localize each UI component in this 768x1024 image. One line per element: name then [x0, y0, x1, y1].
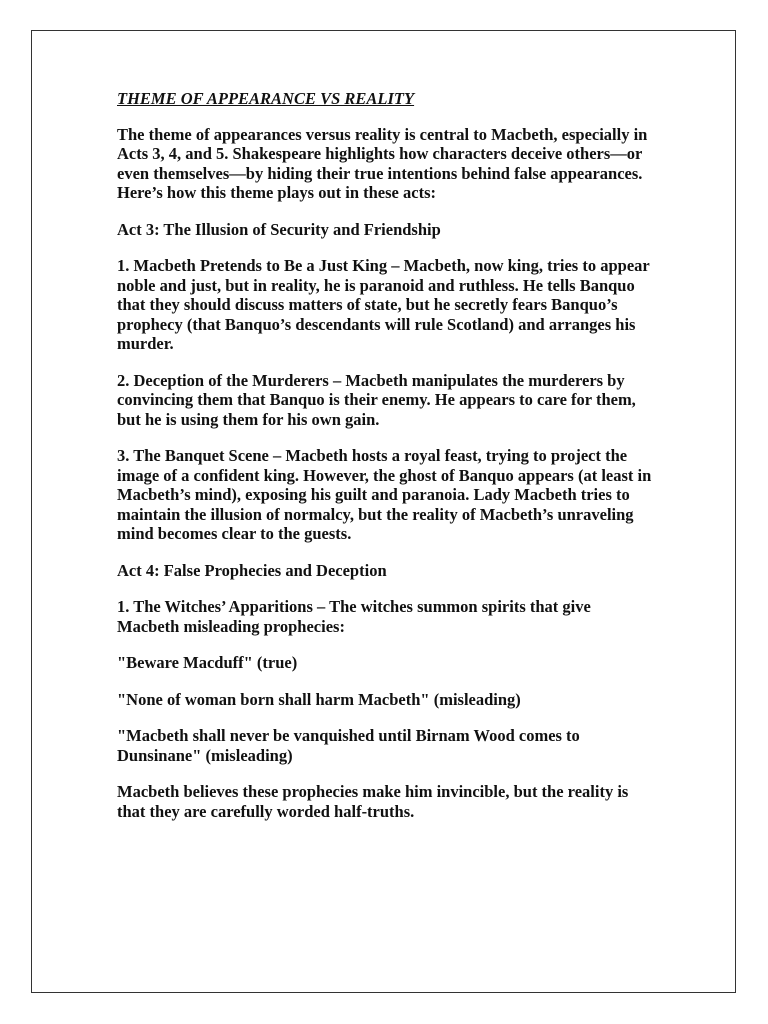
act3-point-1: 1. Macbeth Pretends to Be a Just King – Macbeth, now king, tries to appear noble and just, but in reality, he is paranoid and ruthless. He tells Banquo that they should discuss matters of state, but he secretly fears Banquo’s prophecy (that Banquo’s descendants will rule Scotland) and arranges his murder.: [117, 256, 650, 353]
prophecy-2: "None of woman born shall harm Macbeth" (misleading): [117, 689, 521, 709]
act3-point-2: 2. Deception of the Murderers – Macbeth manipulates the murderers by convincing them that Banquo is their enemy. He appears to care for them, but he is using them for his own gain.: [117, 370, 636, 429]
conclusion-paragraph: Macbeth believes these prophecies make him invincible, but the reality is that they are carefully worded half-truths.: [117, 782, 629, 821]
act3-heading: Act 3: The Illusion of Security and Friendship: [117, 219, 441, 239]
document-title: THEME OF APPEARANCE VS REALITY: [117, 89, 415, 108]
prophecy-3: "Macbeth shall never be vanquished until Birnam Wood comes to Dunsinane" (misleading): [117, 726, 580, 765]
document-body: [117, 89, 657, 838]
act3-point-3: 3. The Banquet Scene – Macbeth hosts a royal feast, trying to project the image of a confident king. However, the ghost of Banquo appears (at least in Macbeth’s mind), exposing his guilt and paranoia. Lady Macbeth tries to maintain the illusion of normalcy, but the reality of Macbeth’s unraveling mind becomes clear to the guests.: [117, 446, 652, 543]
act4-point-1: 1. The Witches’ Apparitions – The witches summon spirits that give Macbeth misleading prophecies:: [117, 597, 591, 636]
document-page: [31, 30, 736, 993]
act4-heading: Act 4: False Prophecies and Deception: [117, 560, 387, 580]
intro-paragraph: The theme of appearances versus reality is central to Macbeth, especially in Acts 3, 4, and 5. Shakespeare highlights how characters deceive others—or even themselves—by hiding their true intentions behind false appearances. Here’s how this theme plays out in these acts:: [117, 124, 648, 202]
prophecy-1: "Beware Macduff" (true): [117, 653, 298, 672]
